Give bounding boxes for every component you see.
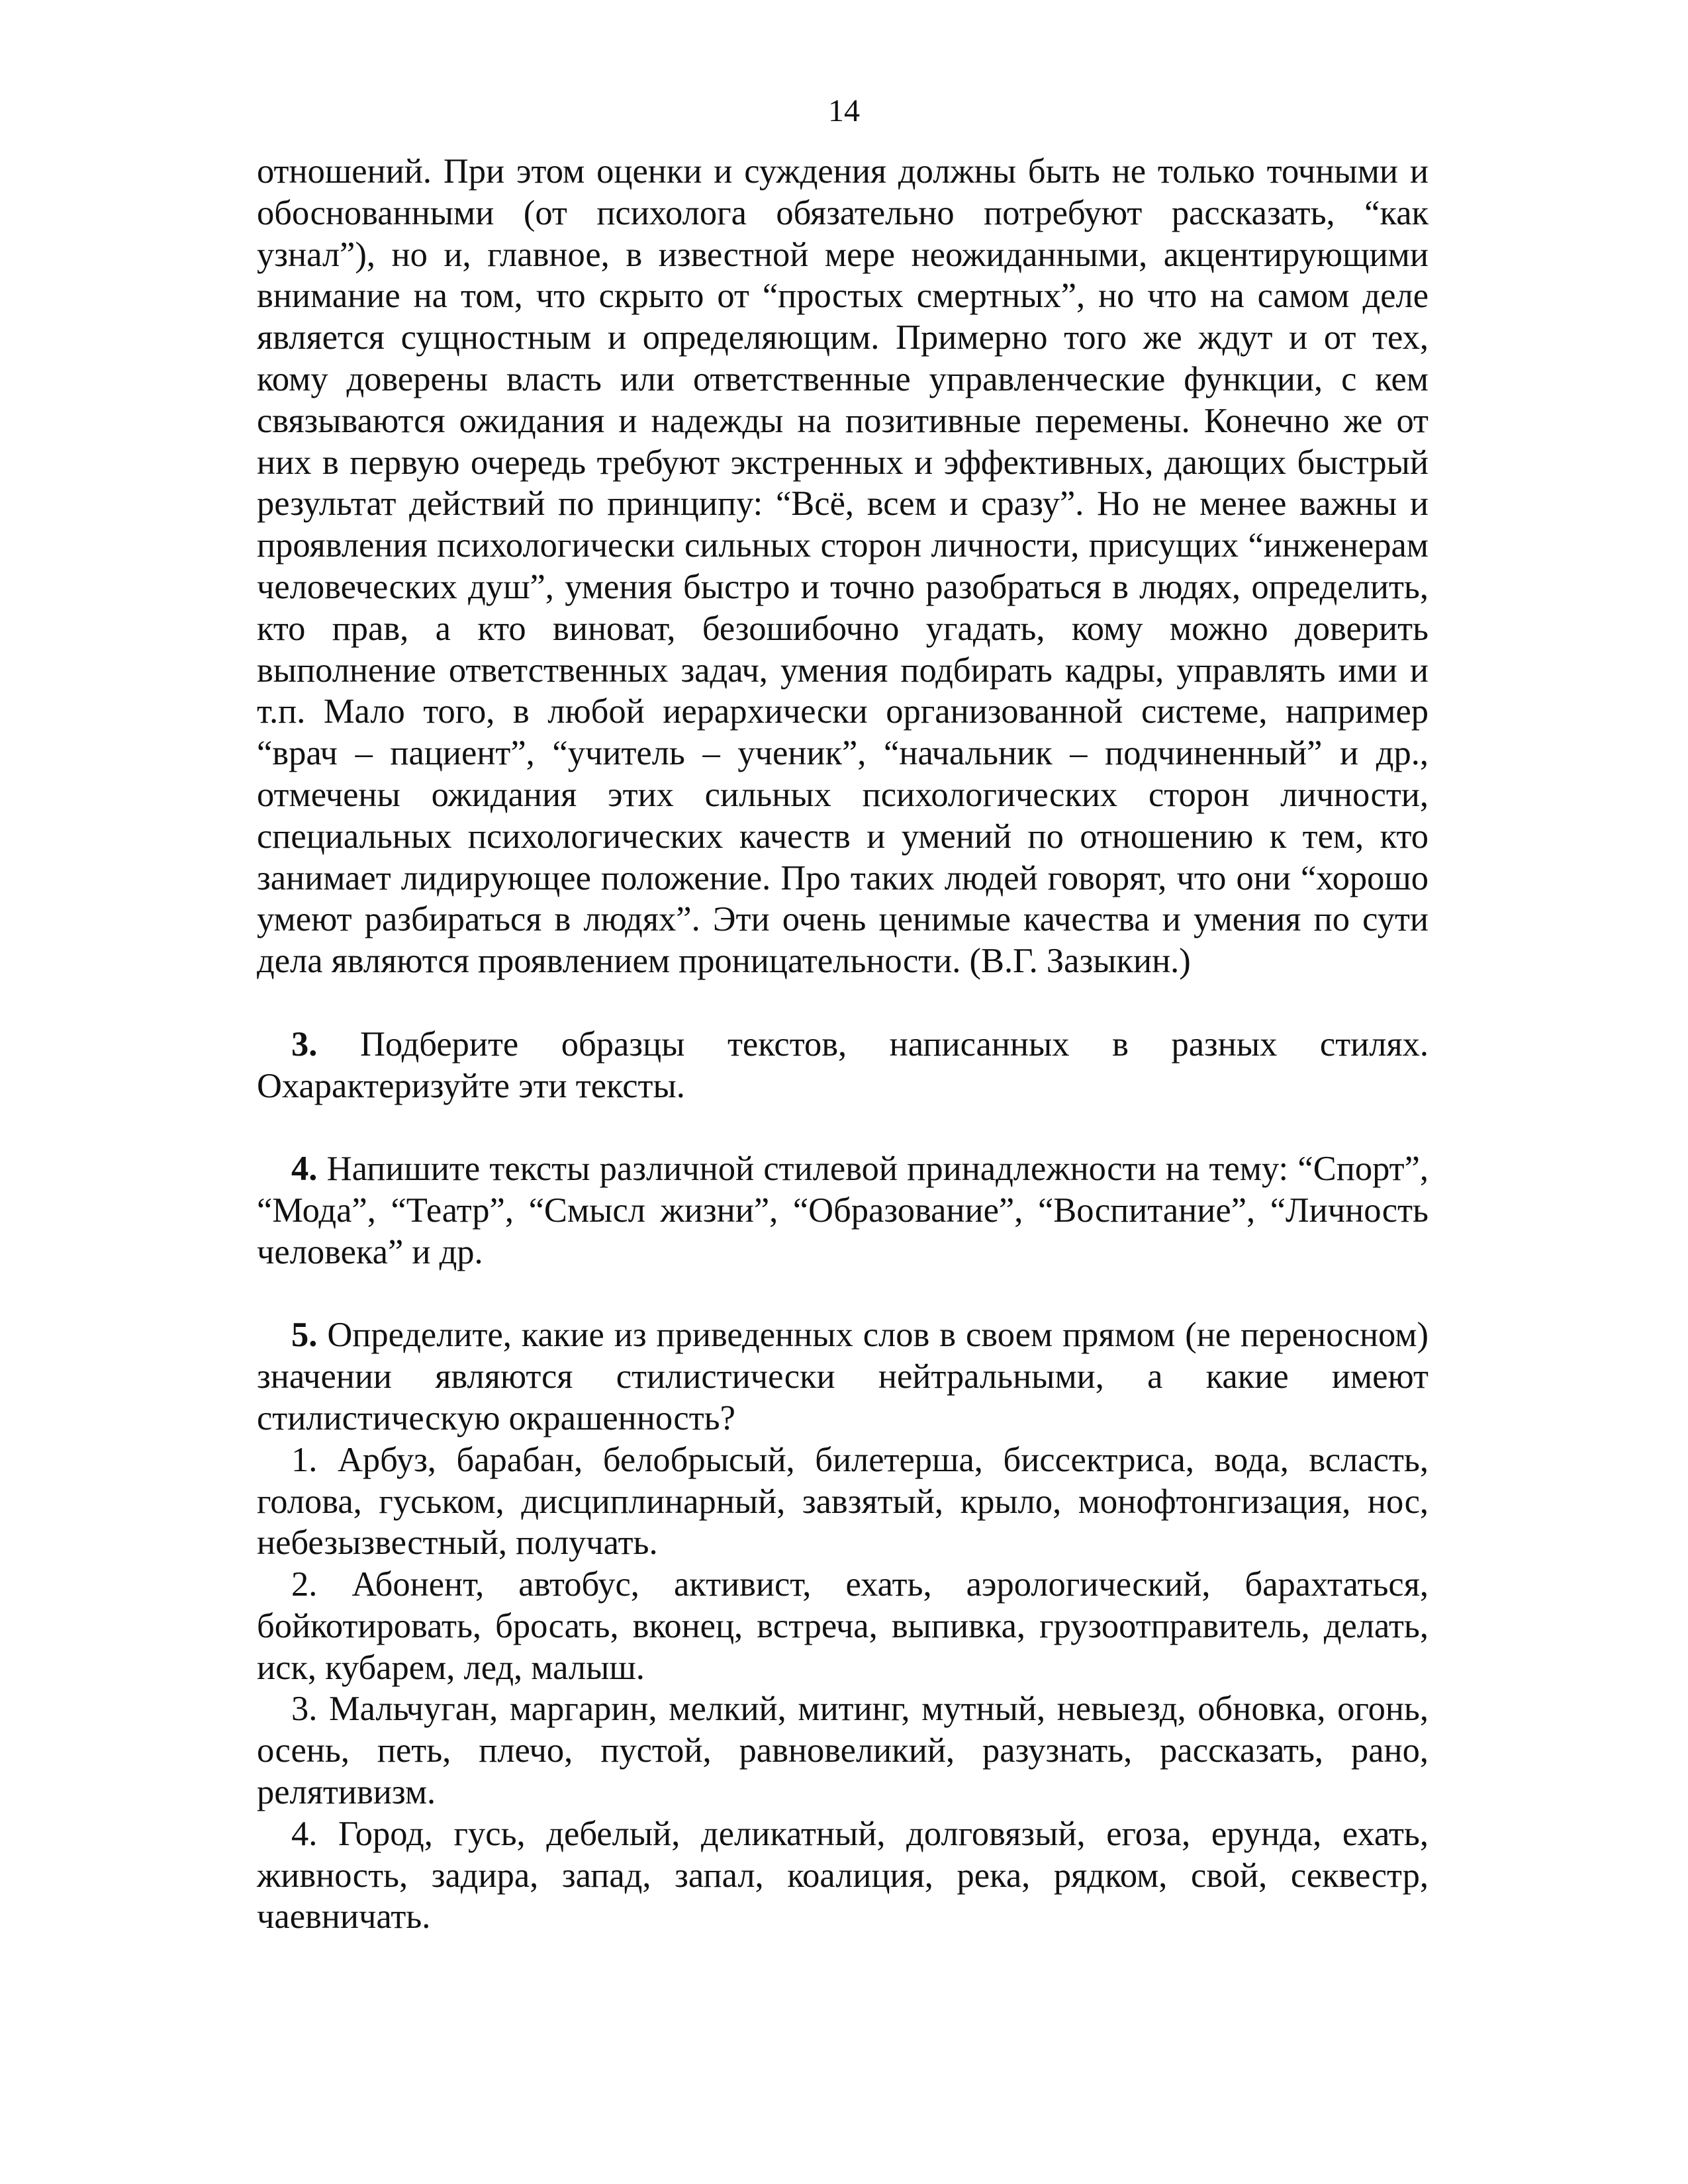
task-4-text: Напишите тексты различной стилевой принадлежности на тему: “Спорт”, “Мода”, “Театр”, “Смысл жизни”, “Образование”, “Воспитание”, “Личность человека” и др. <box>257 1150 1429 1271</box>
word-list-3: 3. Мальчуган, маргарин, мелкий, митинг, мутный, невыезд, обновка, огонь, осень, петь, плечо, пустой, равновеликий, разузнать, рассказать, рано, релятивизм. <box>257 1690 1429 1812</box>
task-4 <box>257 1148 1429 1273</box>
word-list-4: 4. Город, гусь, дебелый, деликатный, долговязый, егоза, ерунда, ехать, живность, задира, запад, запал, коалиция, река, рядком, свой, секвестр, чаевничать. <box>257 1814 1429 1936</box>
task-4-number: 4. <box>291 1150 318 1189</box>
word-list-2: 2. Абонент, автобус, активист, ехать, аэрологический, барахтаться, бойкотировать, бросать, вконец, встреча, выпивка, грузоотправитель, делать, иск, кубарем, лед, малыш. <box>257 1565 1429 1687</box>
task-5-number: 5. <box>291 1316 318 1355</box>
task-3-text: Подберите образцы текстов, написанных в разных стилях. Охарактеризуйте эти тексты. <box>257 1024 1429 1105</box>
word-list-1: 1. Арбуз, барабан, белобрысый, билетерша, биссектриса, вода, всласть, голова, гуськом, дисциплинарный, завзятый, крыло, монофтонгизация, нос, небезызвестный, получать. <box>257 1440 1429 1563</box>
task-3-number: 3. <box>291 1024 318 1064</box>
intro-paragraph: отношений. При этом оценки и суждения должны быть не только точными и обоснованными (от психолога обязательно потребуют рассказать, “как узнал”), но и, главное, в известной мере неожиданными, акцентирующими внимание на том, что скрыто от “простых смертных”, но что на самом деле является сущностным и определяющим. Примерно того же ждут и от тех, кому доверены власть или ответственные управленческие функции, с кем связываются ожидания и надежды на позитивные перемены. Конечно же от них в первую очередь требуют экстренных и эффективных, дающих быстрый результат действий по принципу: “Всё, всем и сразу”. Но не менее важны и проявления психологически сильных сторон личности, присущих “инженерам человеческих душ”, умения быстро и точно разобраться в людях, определить, кто прав, а кто виноват, безошибочно угадать, кому можно доверить выполнение ответственных задач, умения подбирать кадры, управлять ими и т.п. Мало того, в любой иерархически организованной системе, например “врач – пациент”, “учитель – ученик”, “начальник – подчиненный” и др., отмечены ожидания этих сильных психологических сторон личности, специальных психологических качеств и умений по отношению к тем, кто занимает лидирующее положение. Про таких людей говорят, что они “хорошо умеют разбираться в людях”. Эти очень ценимые качества и умения по сути дела являются проявлением проницательности. (В.Г. Зазыкин.) <box>257 152 1429 981</box>
task-5-text: Определите, какие из приведенных слов в своем прямом (не переносном) значении являются стилистически нейтральными, а какие имеют стилистическую окрашенность? <box>257 1316 1429 1437</box>
task-3 <box>257 1024 1429 1107</box>
page-body <box>257 151 1429 1938</box>
page-number: 14 <box>828 93 860 128</box>
task-5 <box>257 1314 1429 1439</box>
